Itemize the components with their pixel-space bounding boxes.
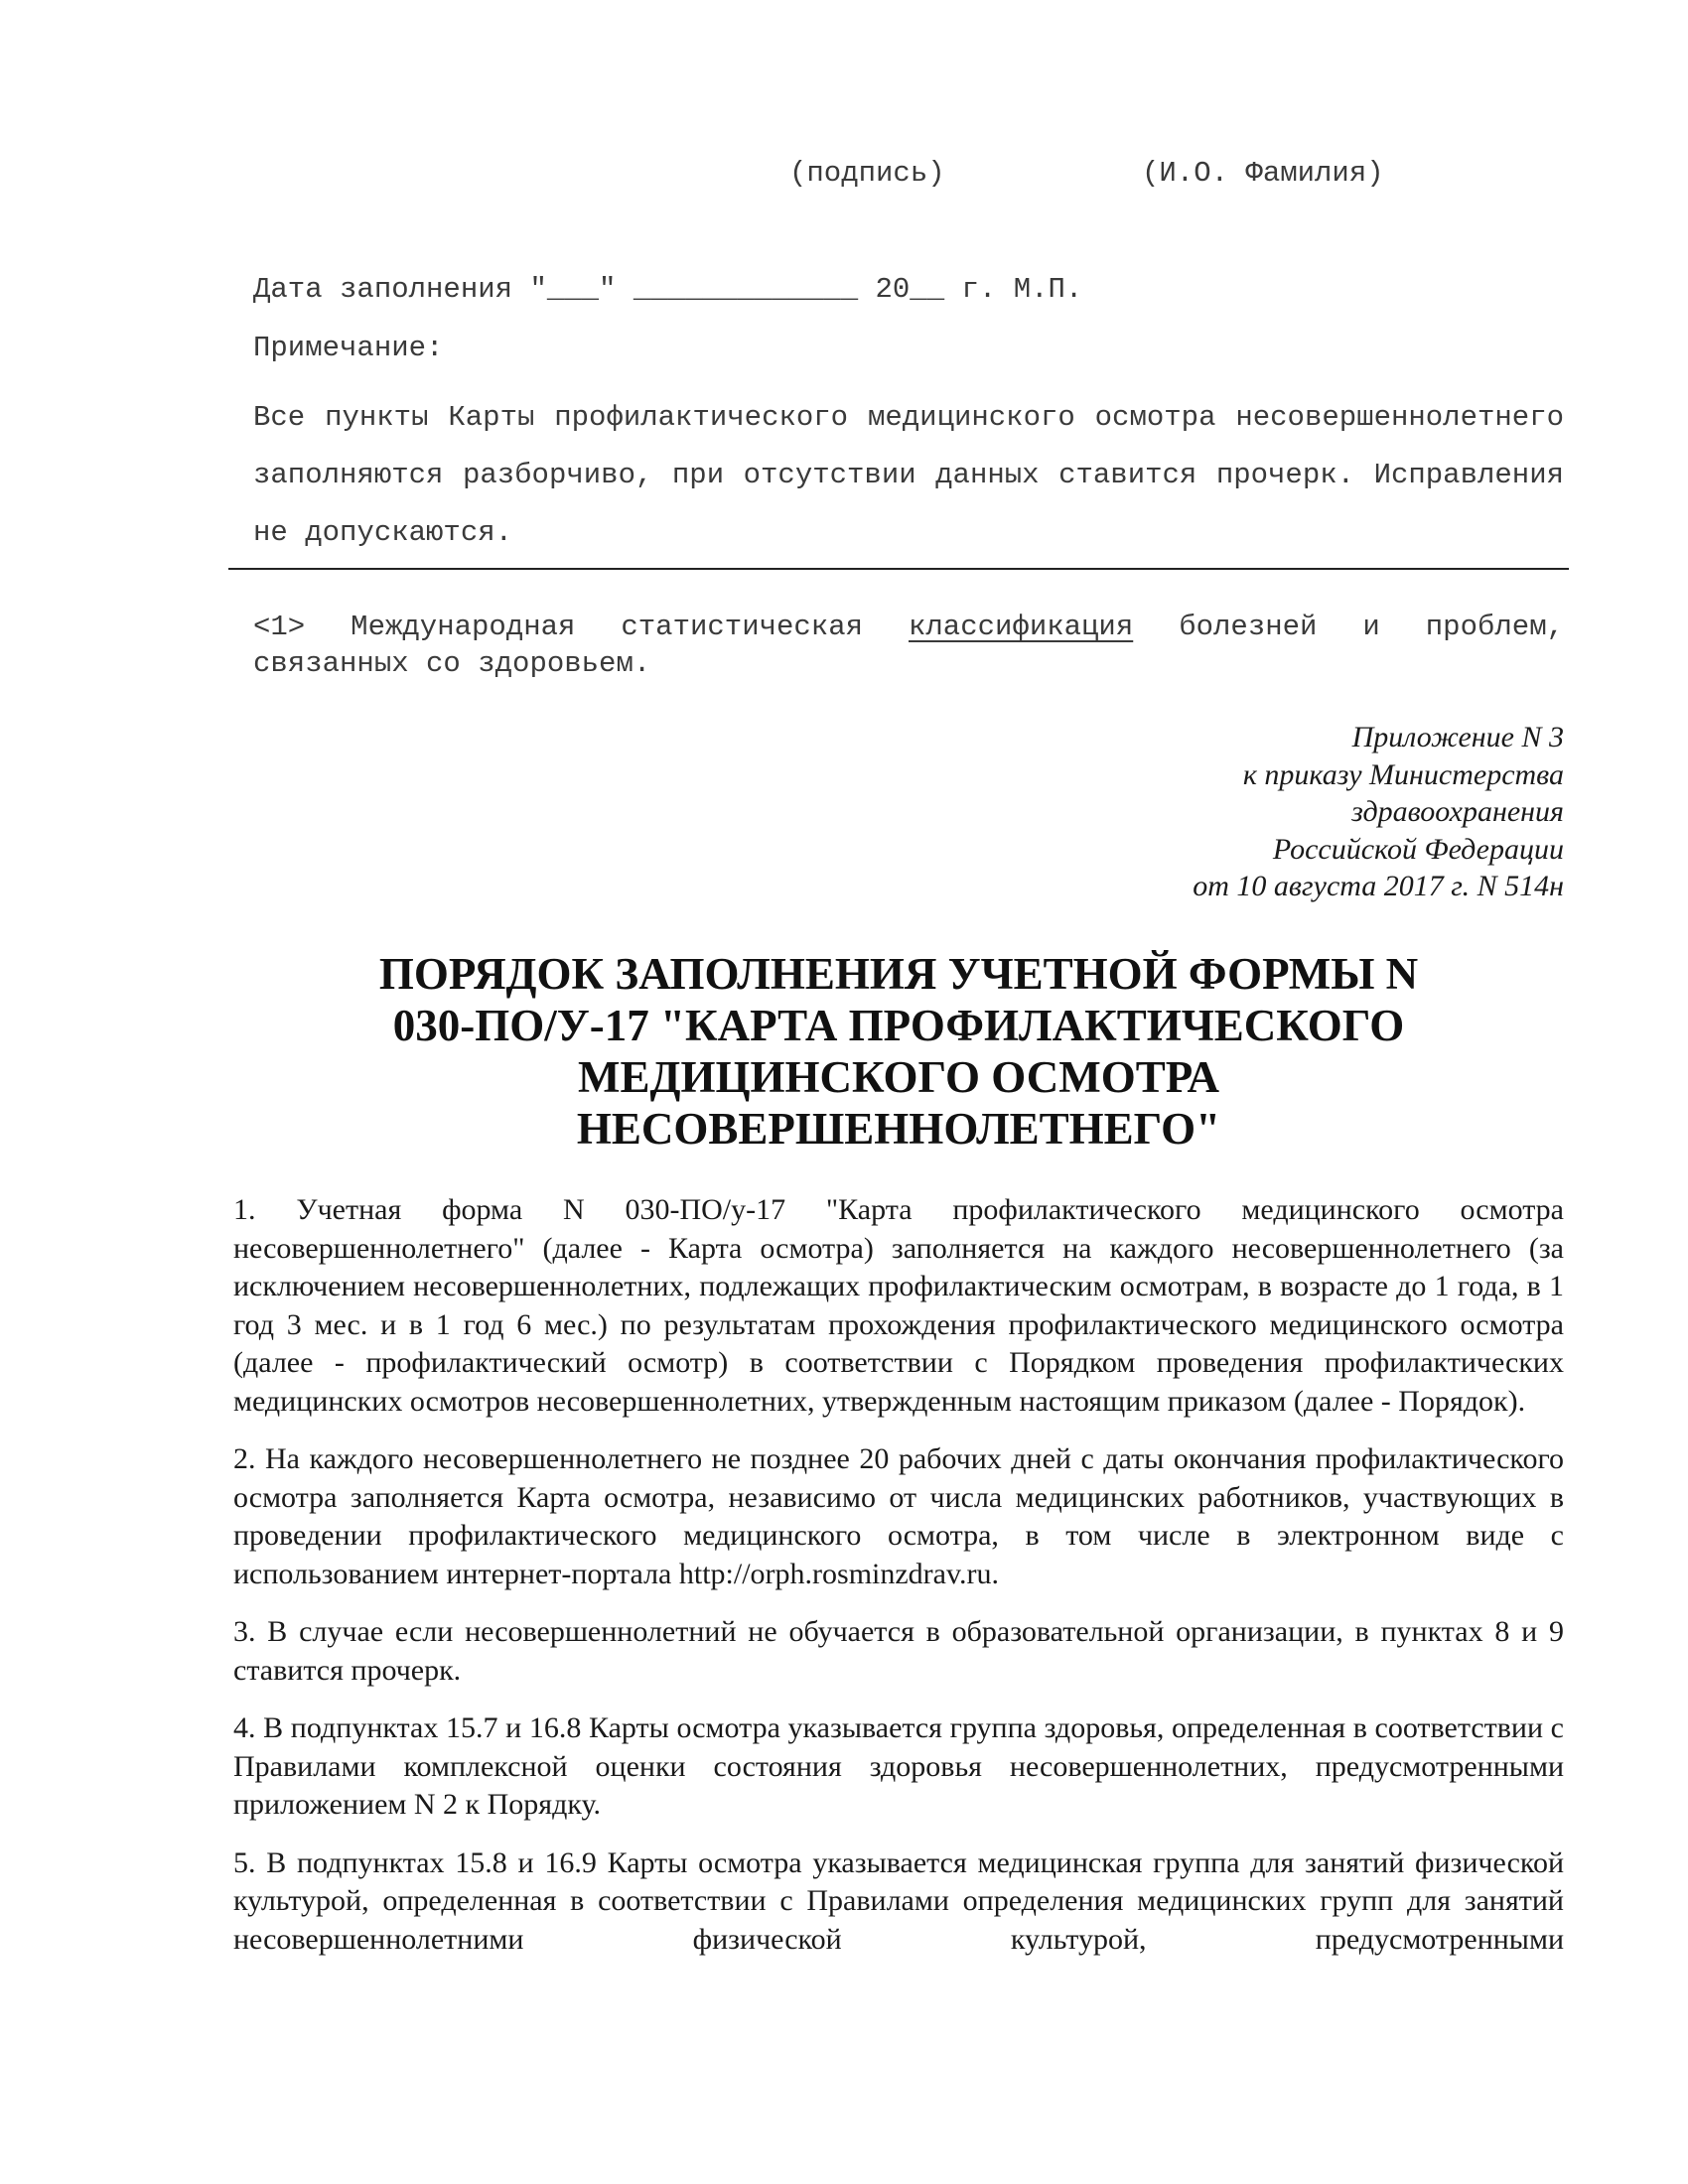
name-caption: (И.О. Фамилия)	[1142, 157, 1384, 190]
paragraph-2: 2. На каждого несовершеннолетнего не позднее 20 рабочих дней с даты окончания профилактического осмотра заполняется Карта осмотра, независимо от числа медицинских работников, участвующих в проведении профилактического медицинского осмотра, в том числе в электронном виде с использованием интернет-портала http://orph.rosminzdrav.ru.	[233, 1442, 1564, 1590]
appendix-line: к приказу Министерства	[1242, 757, 1564, 791]
appendix-line: здравоохранения	[1351, 795, 1564, 828]
footnote-divider	[228, 568, 1569, 570]
title-line: ПОРЯДОК ЗАПОЛНЕНИЯ УЧЕТНОЙ ФОРМЫ N	[378, 949, 1419, 999]
note-text: Все пункты Карты профилактического медицинского осмотра несовершеннолетнего заполняются разборчиво, при отсутствии данных ставится прочерк. Исправления не допускаются.	[253, 401, 1564, 549]
document-title	[228, 948, 1569, 1155]
footnote-prefix: <1> Международная статистическая	[253, 611, 909, 643]
footnote	[253, 609, 1564, 682]
footnote-link[interactable]: классификация	[909, 611, 1134, 643]
paragraph-4: 4. В подпунктах 15.7 и 16.8 Карты осмотра указывается группа здоровья, определенная в соответствии с Правилами комплексной оценки состояния здоровья несовершеннолетних, предусмотренными приложением N 2 к Порядку.	[233, 1711, 1564, 1821]
footnote-suffix: болезней и проблем, связанных со здоровьем.	[253, 611, 1565, 680]
appendix-line: Приложение N 3	[1351, 721, 1564, 753]
paragraph-5: 5. В подпунктах 15.8 и 16.9 Карты осмотра указывается медицинская группа для занятий физической культурой, определенная в соответствии с Правилами определения медицинских групп для занятий несовершеннолетними физической культурой, предусмотренными	[233, 1845, 1564, 1956]
signature-caption-row	[0, 157, 1688, 197]
paragraph-3: 3. В случае если несовершеннолетний не обучается в образовательной организации, в пунктах 8 и 9 ставится прочерк.	[233, 1615, 1564, 1687]
appendix-block	[869, 719, 1564, 905]
title-line: 030-ПО/У-17 "КАРТА ПРОФИЛАКТИЧЕСКОГО	[392, 1001, 1405, 1050]
appendix-line: Российской Федерации	[1272, 832, 1564, 866]
paragraph-1: 1. Учетная форма N 030-ПО/у-17 "Карта профилактического медицинского осмотра несовершеннолетнего" (далее - Карта осмотра) заполняется на каждого несовершеннолетнего (за исключением несовершеннолетних, подлежащих профилактическим осмотрам, в возрасте до 1 года, в 1 год 3 мес. и в 1 год 6 мес.) по результатам прохождения профилактического медицинского осмотра (далее - профилактический осмотр) в соответствии с Порядком проведения профилактических медицинских осмотров несовершеннолетних, утвержденным настоящим приказом (далее - Порядок).	[233, 1193, 1564, 1418]
appendix-line: от 10 августа 2017 г. N 514н	[1193, 870, 1564, 902]
note-label: Примечание:	[253, 332, 444, 364]
title-line: МЕДИЦИНСКОГО ОСМОТРА	[578, 1052, 1219, 1102]
signature-caption: (подпись)	[789, 157, 945, 190]
document-body	[233, 1191, 1564, 1979]
date-line: Дата заполнения "___" _____________ 20__ г. М.П.	[253, 273, 1083, 306]
title-line: НЕСОВЕРШЕННОЛЕТНЕГО"	[576, 1104, 1221, 1154]
